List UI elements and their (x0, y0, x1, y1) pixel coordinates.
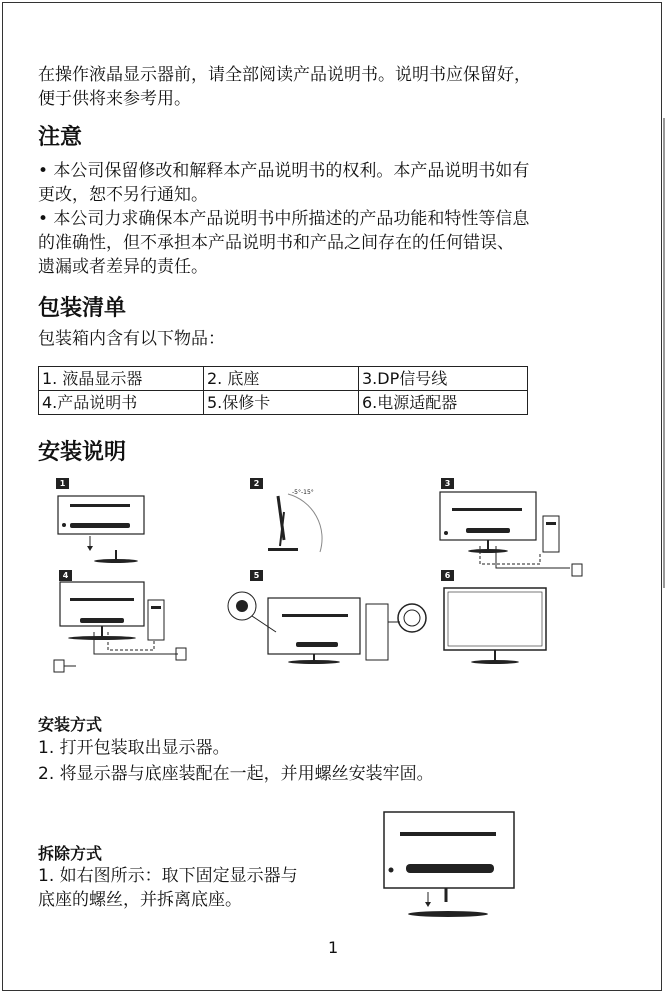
install-figure-6 (440, 584, 550, 668)
install-method-heading: 安装方式 (38, 715, 103, 734)
install-figure-4 (50, 580, 200, 680)
table-cell: 6.电源适配器 (359, 391, 528, 415)
step-badge: 2 (250, 478, 263, 489)
table-cell: 3.DP信号线 (359, 367, 528, 391)
intro-line-1: 在操作液晶显示器前，请全部阅读产品说明书。说明书应保留好， (38, 65, 531, 85)
intro-line-2: 便于供将来参考用。 (38, 89, 191, 109)
install-figure-2 (258, 482, 348, 562)
install-figure-3 (436, 488, 586, 578)
packing-heading: 包装清单 (38, 296, 127, 321)
install-figure-5 (216, 580, 438, 666)
step-badge: 5 (250, 570, 263, 581)
notice-line: • 本公司保留修改和解释本产品说明书的权利。本产品说明书如有 (38, 161, 530, 181)
table-cell: 5.保修卡 (204, 391, 359, 415)
step-badge: 1 (56, 478, 69, 489)
notice-line: • 本公司力求确保本产品说明书中所描述的产品功能和特性等信息 (38, 209, 530, 229)
table-row (39, 367, 528, 391)
step-badge: 3 (441, 478, 454, 489)
removal-figure (378, 808, 518, 922)
install-method-line: 1. 打开包装取出显示器。 (38, 738, 230, 758)
table-row (39, 391, 528, 415)
notice-line: 更改，恕不另行通知。 (38, 185, 208, 205)
removal-method-heading: 拆除方式 (38, 844, 103, 863)
table-cell: 4.产品说明书 (39, 391, 204, 415)
install-heading: 安装说明 (38, 440, 127, 465)
notice-heading: 注意 (38, 125, 83, 150)
table-cell: 2. 底座 (204, 367, 359, 391)
edge-mark (663, 118, 665, 588)
install-method-line: 2. 将显示器与底座装配在一起，并用螺丝安装牢固。 (38, 764, 434, 784)
table-cell: 1. 液晶显示器 (39, 367, 204, 391)
install-figure-1 (50, 490, 150, 570)
step-badge: 4 (59, 570, 72, 581)
packing-table (38, 366, 528, 415)
removal-method-line: 1. 如右图所示：取下固定显示器与 (38, 866, 298, 886)
notice-line: 遗漏或者差异的责任。 (38, 257, 208, 277)
page-number: 1 (328, 938, 339, 957)
notice-line: 的准确性，但不承担本产品说明书和产品之间存在的任何错误、 (38, 233, 514, 253)
packing-subtitle: 包装箱内含有以下物品： (38, 329, 225, 349)
tilt-angle-label: -5°-15° (292, 489, 314, 496)
removal-method-line: 底座的螺丝，并拆离底座。 (38, 890, 242, 910)
step-badge: 6 (441, 570, 454, 581)
